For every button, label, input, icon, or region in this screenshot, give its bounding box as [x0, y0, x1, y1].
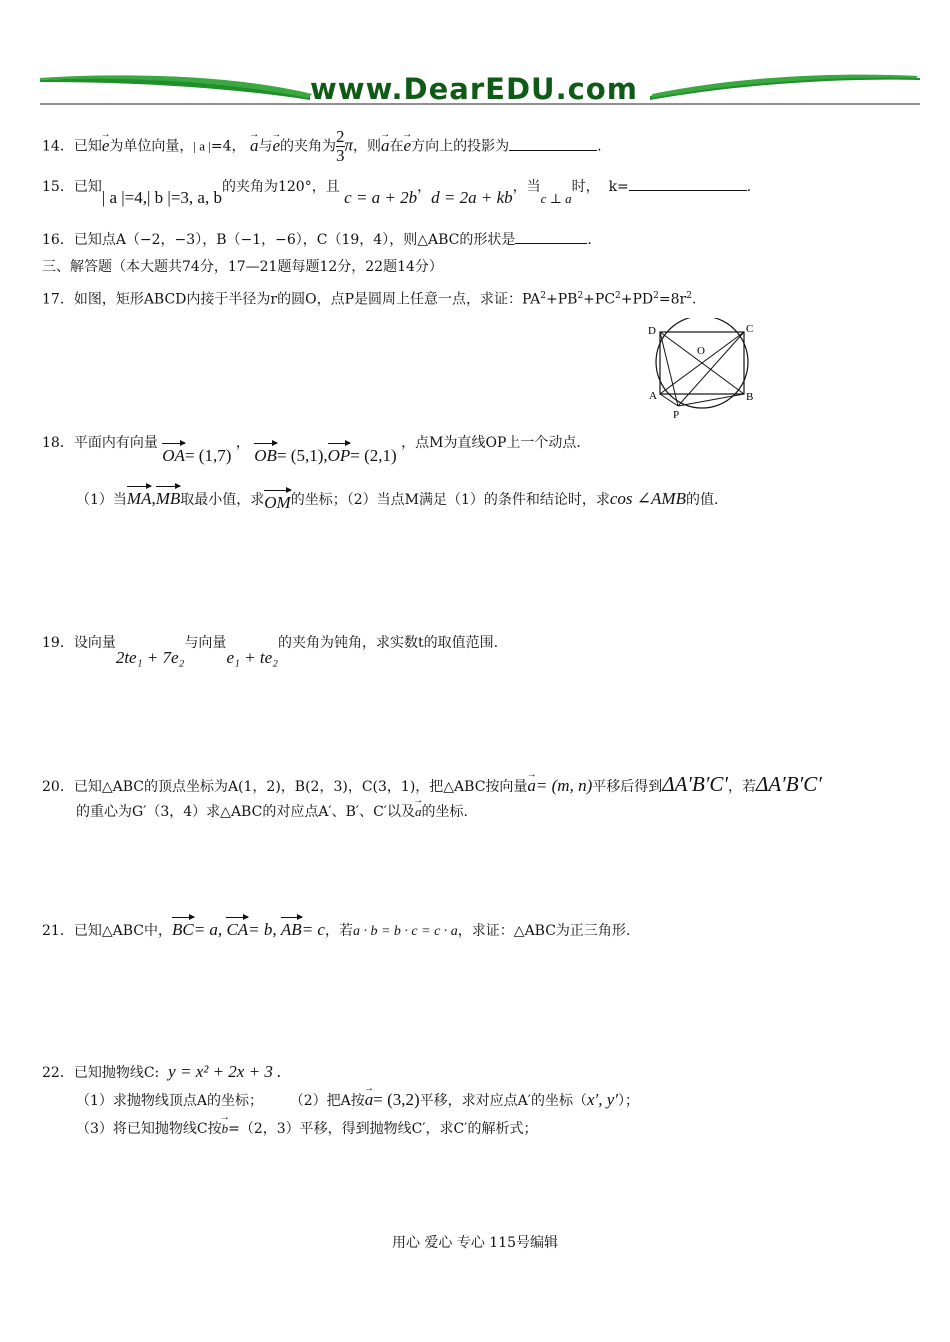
question-16: 16．已知点A（−2，−3），B（−1，−6），C（19，4），则△ABC的形状是 . — [42, 229, 592, 250]
label-A: A — [649, 390, 657, 402]
circle-rectangle-figure — [640, 318, 770, 422]
site-logo-text: www.DearEDU.com — [310, 72, 638, 106]
answer-blank-15[interactable] — [629, 176, 747, 191]
question-22: 22．已知抛物线C: y = x² + 2x + 3 . — [42, 1062, 282, 1081]
question-18: 18．平面内有向量 OA= (1,7) ， OB= (5,1),OP= (2,1) ，点M为直线OP上一个动点. — [42, 435, 581, 465]
page-footer: 用心 爱心 专心 115号编辑 — [391, 1235, 559, 1251]
section-heading-3: 三、解答题（本大题共74分，17—21题每题12分，22题14分） — [42, 259, 443, 275]
label-C: C — [746, 323, 754, 335]
question-17: 17．如图，矩形ABCD内接于半径为r的圆O，点P是圆周上任意一点，求证：$PA^2+PB^2+PC^2+PD^2=8r^2$. — [42, 291, 697, 308]
question-20: 20．已知△ABC的顶点坐标为A(1，2)，B(2，3)，C(3，1)，把△ABC按向量→ a= (m, n)平移后得到ΔA′B′C′，若ΔA′B′C′ — [42, 774, 822, 797]
question-21: 21．已知△ABC中，BC= a, CA= b, AB= c，若a · b = b · c = c · a，求证：△ABC为正三角形. — [42, 920, 631, 939]
question-22-part1-2: （1）求抛物线顶点A的坐标； （2）把A按→ a= (3,2)平移，求对应点A′的坐标（x′, y′）； — [76, 1090, 639, 1111]
question-15: 15．已知| a |=4,| b |=3, a, b的夹角为120°，且 c = a + 2b，d = 2a + kb，当c ⊥ a时， k= . — [42, 176, 751, 197]
answer-blank-16[interactable] — [515, 229, 587, 244]
question-18-parts: （1）当MA,MB取最小值，求OM的坐标；（2）当点M满足（1）的条件和结论时，求cos ∠AMB的值. — [76, 489, 719, 512]
header-banner — [40, 70, 920, 110]
label-O: O — [697, 345, 705, 357]
fraction-two-thirds: $\frac{2}{3}$ — [336, 127, 345, 165]
label-B: B — [746, 391, 754, 403]
answer-blank-14[interactable] — [509, 136, 597, 151]
figure-svg — [640, 318, 770, 422]
question-14: 14．已知→ e为单位向量，| a |=4， → a与→ e的夹角为 $\frac{2}{3}$ π，则→ a在→ e方向上的投影为 . — [42, 128, 602, 165]
question-20-cont: 的重心为G′（3，4）求△ABC的对应点A′、B′、C′以及→ a的坐标. — [76, 802, 468, 822]
label-P: P — [673, 409, 680, 421]
label-D: D — [648, 325, 656, 337]
question-22-part3: （3）将已知抛物线C按→ b=（2，3）平移，得到抛物线C′，求C′的解析式； — [76, 1119, 537, 1139]
question-19: 19．设向量2te₁ + 7e₂与向量e₁ + te₂的夹角为钝角，求实数t的取值范围. — [42, 635, 499, 667]
